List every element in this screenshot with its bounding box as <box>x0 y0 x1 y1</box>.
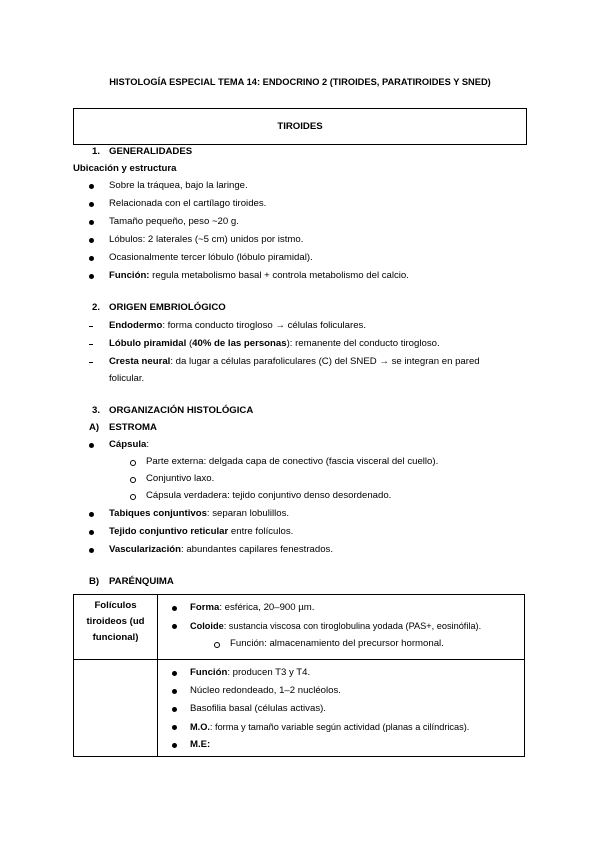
lobulo-text: ): remanente del conducto tirogloso. <box>286 338 440 349</box>
s2-title: ORIGEN EMBRIOLÓGICO <box>109 302 226 313</box>
bullet-icon <box>89 256 94 261</box>
parenchyma-table <box>73 594 525 757</box>
circle-bullet-icon <box>130 494 136 500</box>
circle-bullet-icon <box>130 460 136 466</box>
subsection-a-letter: A) <box>89 422 100 433</box>
s2-number: 2. <box>92 302 101 313</box>
bullet-icon <box>172 606 177 611</box>
endodermo-label: Endodermo <box>109 320 163 331</box>
s3-number: 3. <box>92 405 101 416</box>
tabiques-label: Tabiques conjuntivos <box>109 508 207 519</box>
bullet-icon <box>172 743 177 748</box>
list-item <box>190 667 310 679</box>
dash-bullet-icon <box>89 362 93 363</box>
row-head-line: Folículos <box>94 600 137 611</box>
list-item: Función: almacenamiento del precursor hormonal. <box>230 638 444 649</box>
bullet-icon <box>89 530 94 535</box>
funcion-label: Función: <box>109 270 150 281</box>
tabiques-text: : separan lobulillos. <box>206 508 290 519</box>
table-cell-head <box>74 595 158 660</box>
s1-subheading: Ubicación y estructura <box>73 163 177 174</box>
me-label: M.E: <box>190 739 211 750</box>
list-item: Cápsula verdadera: tejido conjuntivo denso desordenado. <box>146 490 392 501</box>
cresta-label: Cresta neural <box>109 356 171 367</box>
list-item: Sobre la tráquea, bajo la laringe. <box>109 180 248 191</box>
bullet-icon <box>172 689 177 694</box>
funcion-text: regula metabolismo basal + controla metabolismo del calcio. <box>149 270 409 281</box>
vasc-label: Vascularización <box>109 544 181 555</box>
dash-bullet-icon <box>89 326 93 327</box>
list-item <box>109 356 480 368</box>
capsula-colon: : <box>146 439 149 450</box>
bullet-icon <box>172 624 177 629</box>
subsection-a-title: ESTROMA <box>109 422 157 433</box>
bullet-icon <box>89 512 94 517</box>
bullet-icon <box>89 238 94 243</box>
capsula-label: Cápsula <box>109 439 147 450</box>
funcion-cell-label: Función <box>190 667 228 678</box>
reticular-label: Tejido conjuntivo reticular <box>109 526 229 537</box>
circle-bullet-icon <box>214 642 220 648</box>
list-item <box>190 721 469 733</box>
bullet-icon <box>89 443 94 448</box>
list-item <box>190 602 314 614</box>
cresta-text: : da lugar a células parafoliculares (C) del SNED → se integran en pared <box>170 356 480 367</box>
cresta-continuation: folicular. <box>109 373 145 384</box>
circle-bullet-icon <box>130 477 136 483</box>
bullet-icon <box>172 707 177 712</box>
lobulo-paren: ( <box>186 338 193 349</box>
bullet-icon <box>89 548 94 553</box>
vasc-text: : abundantes capilares fenestrados. <box>181 544 334 555</box>
list-item <box>109 526 293 538</box>
lobulo-label: Lóbulo piramidal <box>109 338 187 349</box>
s1-number: 1. <box>92 146 101 157</box>
list-item <box>109 508 289 520</box>
coloide-label: Coloide <box>190 621 224 631</box>
coloide-text: : sustancia viscosa con tiroglobulina yodada (PAS+, eosinófila). <box>223 621 482 631</box>
row-head-line: tiroideos (ud <box>86 616 145 627</box>
list-item: Lóbulos: 2 laterales (~5 cm) unidos por istmo. <box>109 234 304 245</box>
lobulo-percent: 40% de las personas <box>192 338 287 349</box>
list-item: Tamaño pequeño, peso ~20 g. <box>109 216 239 227</box>
table-cell-body <box>158 595 525 660</box>
endodermo-text: : forma conducto tirogloso → células foliculares. <box>162 320 367 331</box>
list-item: Relacionada con el cartílago tiroides. <box>109 198 267 209</box>
forma-text: : esférica, 20–900 µm. <box>219 602 315 613</box>
section-header-box <box>73 108 527 145</box>
table-row <box>74 660 525 757</box>
forma-label: Forma <box>190 602 220 613</box>
bullet-icon <box>89 202 94 207</box>
section-header-label: TIROIDES <box>277 121 323 132</box>
list-item <box>109 544 333 556</box>
list-item <box>109 320 366 332</box>
bullet-icon <box>89 220 94 225</box>
list-item: Ocasionalmente tercer lóbulo (lóbulo piramidal). <box>109 252 313 263</box>
table-cell-body <box>158 660 525 757</box>
list-item <box>109 338 440 350</box>
subsection-b-title: PARÉNQUIMA <box>109 576 174 587</box>
table-row <box>74 595 525 660</box>
row-head-line: funcional) <box>92 632 139 643</box>
funcion-cell-text: : producen T3 y T4. <box>227 667 311 678</box>
subsection-b-letter: B) <box>89 576 100 587</box>
bullet-icon <box>89 274 94 279</box>
table-cell-head <box>74 660 158 757</box>
list-item <box>190 620 481 632</box>
document-title: HISTOLOGÍA ESPECIAL TEMA 14: ENDOCRINO 2 (TIROIDES, PARATIROIDES Y SNED) <box>109 77 491 87</box>
list-item: Núcleo redondeado, 1–2 nucléolos. <box>190 685 341 696</box>
list-item: Basofilia basal (células activas). <box>190 703 326 714</box>
reticular-text: entre folículos. <box>228 526 294 537</box>
list-item: Parte externa: delgada capa de conectivo (fascia visceral del cuello). <box>146 456 439 467</box>
bullet-icon <box>89 184 94 189</box>
bullet-icon <box>172 671 177 676</box>
mo-text: : forma y tamaño variable según actividad (planas a cilíndricas). <box>209 722 470 732</box>
list-item <box>109 439 149 451</box>
list-item: Conjuntivo laxo. <box>146 473 215 484</box>
s3-title: ORGANIZACIÓN HISTOLÓGICA <box>109 405 254 416</box>
bullet-icon <box>172 725 177 730</box>
list-item <box>109 270 409 282</box>
s1-title: GENERALIDADES <box>109 146 193 157</box>
mo-label: M.O. <box>190 722 210 732</box>
dash-bullet-icon <box>89 344 93 345</box>
